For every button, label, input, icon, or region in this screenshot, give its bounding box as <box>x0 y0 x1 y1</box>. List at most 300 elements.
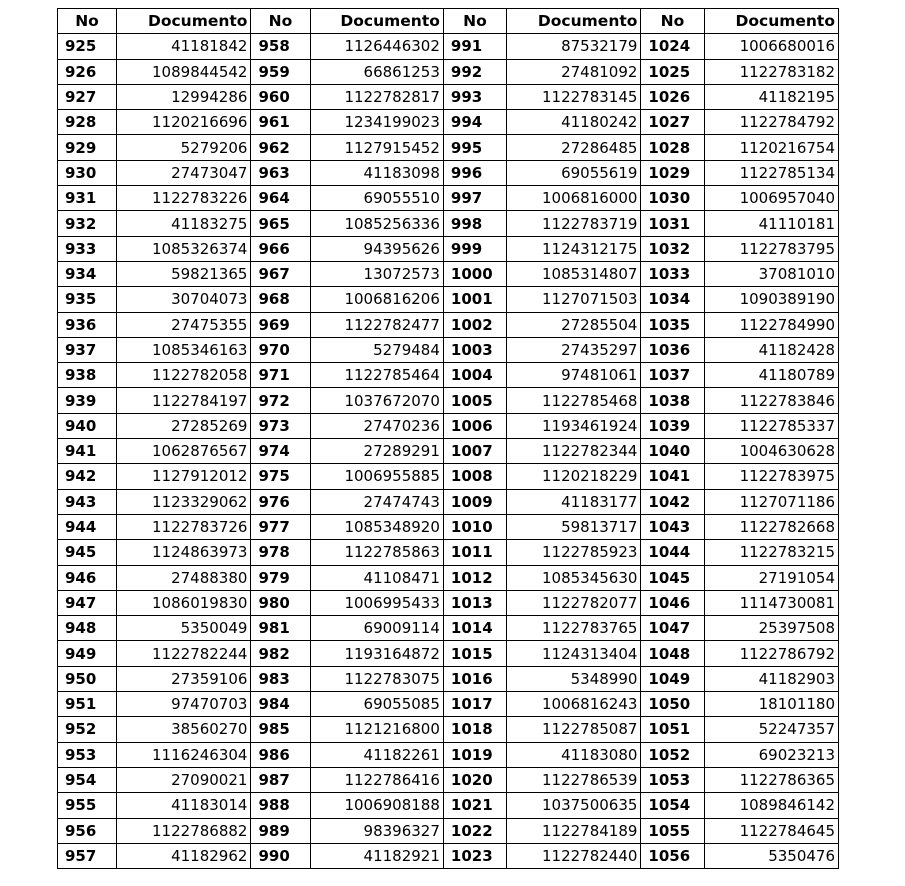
document-number-cell: 1127071503 <box>507 287 641 312</box>
document-number-cell: 98396327 <box>310 818 443 843</box>
row-number-cell: 951 <box>58 692 117 717</box>
document-number-cell: 41182903 <box>704 666 838 691</box>
header-row <box>58 9 839 34</box>
row-number-cell: 996 <box>443 160 506 185</box>
header-no: No <box>251 9 310 34</box>
document-number-cell: 1124312175 <box>507 236 641 261</box>
row-number-cell: 948 <box>58 616 117 641</box>
row-number-cell: 971 <box>251 363 310 388</box>
table-row <box>58 413 839 438</box>
row-number-cell: 982 <box>251 641 310 666</box>
document-number-cell: 41180789 <box>704 363 838 388</box>
document-number-cell: 1122783975 <box>704 464 838 489</box>
header-documento: Documento <box>310 9 443 34</box>
table-row <box>58 818 839 843</box>
document-number-cell: 1006955885 <box>310 464 443 489</box>
document-number-cell: 1122783846 <box>704 388 838 413</box>
row-number-cell: 1039 <box>641 413 704 438</box>
row-number-cell: 938 <box>58 363 117 388</box>
row-number-cell: 966 <box>251 236 310 261</box>
header-no: No <box>641 9 704 34</box>
row-number-cell: 928 <box>58 110 117 135</box>
table-row <box>58 236 839 261</box>
document-number-cell: 1037500635 <box>507 793 641 818</box>
row-number-cell: 988 <box>251 793 310 818</box>
document-number-cell: 1122785468 <box>507 388 641 413</box>
document-number-cell: 41180242 <box>507 110 641 135</box>
document-number-cell: 1006908188 <box>310 793 443 818</box>
row-number-cell: 997 <box>443 186 506 211</box>
document-number-cell: 52247357 <box>704 717 838 742</box>
row-number-cell: 1052 <box>641 742 704 767</box>
document-number-cell: 41183014 <box>117 793 251 818</box>
row-number-cell: 949 <box>58 641 117 666</box>
document-number-cell: 1122786792 <box>704 641 838 666</box>
document-number-cell: 1122785863 <box>310 540 443 565</box>
row-number-cell: 1034 <box>641 287 704 312</box>
row-number-cell: 995 <box>443 135 506 160</box>
row-number-cell: 946 <box>58 565 117 590</box>
row-number-cell: 999 <box>443 236 506 261</box>
document-number-cell: 1122783182 <box>704 59 838 84</box>
row-number-cell: 970 <box>251 337 310 362</box>
row-number-cell: 940 <box>58 413 117 438</box>
document-number-cell: 5350476 <box>704 843 838 868</box>
document-number-cell: 66861253 <box>310 59 443 84</box>
row-number-cell: 1020 <box>443 767 506 792</box>
table-row <box>58 84 839 109</box>
table-body <box>58 34 839 869</box>
document-number-cell: 1126446302 <box>310 34 443 59</box>
row-number-cell: 1041 <box>641 464 704 489</box>
document-number-cell: 41182921 <box>310 843 443 868</box>
document-number-cell: 1122782344 <box>507 439 641 464</box>
row-number-cell: 1043 <box>641 514 704 539</box>
row-number-cell: 1021 <box>443 793 506 818</box>
document-number-cell: 1122782477 <box>310 312 443 337</box>
row-number-cell: 1012 <box>443 565 506 590</box>
row-number-cell: 1018 <box>443 717 506 742</box>
document-number-cell: 27470236 <box>310 413 443 438</box>
row-number-cell: 1048 <box>641 641 704 666</box>
document-number-cell: 1089846142 <box>704 793 838 818</box>
table-row <box>58 59 839 84</box>
document-number-cell: 1062876567 <box>117 439 251 464</box>
table-row <box>58 211 839 236</box>
document-number-cell: 69055085 <box>310 692 443 717</box>
document-number-cell: 27090021 <box>117 767 251 792</box>
row-number-cell: 1022 <box>443 818 506 843</box>
document-number-cell: 27475355 <box>117 312 251 337</box>
document-number-cell: 1122782440 <box>507 843 641 868</box>
document-number-cell: 41183080 <box>507 742 641 767</box>
document-number-cell: 1122786416 <box>310 767 443 792</box>
table-row <box>58 843 839 868</box>
document-number-cell: 18101180 <box>704 692 838 717</box>
row-number-cell: 1029 <box>641 160 704 185</box>
document-number-cell: 1122785464 <box>310 363 443 388</box>
document-number-cell: 27285504 <box>507 312 641 337</box>
row-number-cell: 972 <box>251 388 310 413</box>
document-number-cell: 1004630628 <box>704 439 838 464</box>
table-row <box>58 135 839 160</box>
document-number-cell: 13072573 <box>310 261 443 286</box>
row-number-cell: 1047 <box>641 616 704 641</box>
document-number-cell: 1122785337 <box>704 413 838 438</box>
document-number-cell: 1006816243 <box>507 692 641 717</box>
row-number-cell: 985 <box>251 717 310 742</box>
row-number-cell: 968 <box>251 287 310 312</box>
row-number-cell: 1038 <box>641 388 704 413</box>
document-number-cell: 1122784189 <box>507 818 641 843</box>
row-number-cell: 931 <box>58 186 117 211</box>
document-number-cell: 27286485 <box>507 135 641 160</box>
row-number-cell: 992 <box>443 59 506 84</box>
row-number-cell: 1037 <box>641 363 704 388</box>
document-number-cell: 1085256336 <box>310 211 443 236</box>
document-number-cell: 1086019830 <box>117 590 251 615</box>
row-number-cell: 926 <box>58 59 117 84</box>
table-row <box>58 717 839 742</box>
table-row <box>58 337 839 362</box>
row-number-cell: 1044 <box>641 540 704 565</box>
table-row <box>58 34 839 59</box>
row-number-cell: 1000 <box>443 261 506 286</box>
document-number-cell: 1127915452 <box>310 135 443 160</box>
document-number-cell: 38560270 <box>117 717 251 742</box>
document-number-cell: 41182195 <box>704 84 838 109</box>
row-number-cell: 1035 <box>641 312 704 337</box>
table-row <box>58 767 839 792</box>
row-number-cell: 932 <box>58 211 117 236</box>
table-row <box>58 590 839 615</box>
row-number-cell: 991 <box>443 34 506 59</box>
row-number-cell: 989 <box>251 818 310 843</box>
document-number-cell: 1085346163 <box>117 337 251 362</box>
document-number-cell: 1122782817 <box>310 84 443 109</box>
row-number-cell: 954 <box>58 767 117 792</box>
row-number-cell: 986 <box>251 742 310 767</box>
row-number-cell: 1016 <box>443 666 506 691</box>
row-number-cell: 1028 <box>641 135 704 160</box>
row-number-cell: 961 <box>251 110 310 135</box>
row-number-cell: 935 <box>58 287 117 312</box>
document-number-cell: 1122786539 <box>507 767 641 792</box>
row-number-cell: 994 <box>443 110 506 135</box>
document-number-cell: 1234199023 <box>310 110 443 135</box>
document-number-cell: 1122782668 <box>704 514 838 539</box>
document-number-cell: 1193164872 <box>310 641 443 666</box>
row-number-cell: 969 <box>251 312 310 337</box>
document-number-cell: 1006816000 <box>507 186 641 211</box>
row-number-cell: 937 <box>58 337 117 362</box>
row-number-cell: 993 <box>443 84 506 109</box>
document-number-cell: 1120218229 <box>507 464 641 489</box>
row-number-cell: 1017 <box>443 692 506 717</box>
document-number-cell: 1085345630 <box>507 565 641 590</box>
row-number-cell: 960 <box>251 84 310 109</box>
row-number-cell: 1025 <box>641 59 704 84</box>
document-number-cell: 69023213 <box>704 742 838 767</box>
document-number-cell: 5279206 <box>117 135 251 160</box>
document-number-cell: 1122782244 <box>117 641 251 666</box>
document-number-cell: 37081010 <box>704 261 838 286</box>
row-number-cell: 1040 <box>641 439 704 464</box>
document-number-cell: 41108471 <box>310 565 443 590</box>
table-row <box>58 742 839 767</box>
row-number-cell: 939 <box>58 388 117 413</box>
row-number-cell: 1024 <box>641 34 704 59</box>
document-number-cell: 5279484 <box>310 337 443 362</box>
table-row <box>58 363 839 388</box>
row-number-cell: 957 <box>58 843 117 868</box>
row-number-cell: 1031 <box>641 211 704 236</box>
table-row <box>58 312 839 337</box>
row-number-cell: 925 <box>58 34 117 59</box>
row-number-cell: 959 <box>251 59 310 84</box>
row-number-cell: 1050 <box>641 692 704 717</box>
document-number-cell: 5348990 <box>507 666 641 691</box>
row-number-cell: 1051 <box>641 717 704 742</box>
document-number-cell: 1085326374 <box>117 236 251 261</box>
document-number-cell: 41183098 <box>310 160 443 185</box>
row-number-cell: 962 <box>251 135 310 160</box>
row-number-cell: 1005 <box>443 388 506 413</box>
row-number-cell: 1055 <box>641 818 704 843</box>
table-row <box>58 666 839 691</box>
document-number-cell: 1122784990 <box>704 312 838 337</box>
table-header <box>58 9 839 34</box>
document-number-cell: 97470703 <box>117 692 251 717</box>
row-number-cell: 1026 <box>641 84 704 109</box>
document-number-cell: 41110181 <box>704 211 838 236</box>
table-row <box>58 186 839 211</box>
document-number-cell: 1085348920 <box>310 514 443 539</box>
table-row <box>58 388 839 413</box>
table-row <box>58 287 839 312</box>
header-no: No <box>58 9 117 34</box>
document-number-cell: 1122784792 <box>704 110 838 135</box>
row-number-cell: 1013 <box>443 590 506 615</box>
table-row <box>58 110 839 135</box>
row-number-cell: 945 <box>58 540 117 565</box>
document-number-cell: 5350049 <box>117 616 251 641</box>
document-number-cell: 1122783726 <box>117 514 251 539</box>
document-number-cell: 41181842 <box>117 34 251 59</box>
document-number-cell: 69009114 <box>310 616 443 641</box>
row-number-cell: 1033 <box>641 261 704 286</box>
row-number-cell: 980 <box>251 590 310 615</box>
row-number-cell: 1023 <box>443 843 506 868</box>
row-number-cell: 990 <box>251 843 310 868</box>
document-number-cell: 1127912012 <box>117 464 251 489</box>
row-number-cell: 987 <box>251 767 310 792</box>
row-number-cell: 956 <box>58 818 117 843</box>
row-number-cell: 927 <box>58 84 117 109</box>
row-number-cell: 1004 <box>443 363 506 388</box>
row-number-cell: 998 <box>443 211 506 236</box>
document-number-cell: 27435297 <box>507 337 641 362</box>
row-number-cell: 983 <box>251 666 310 691</box>
row-number-cell: 942 <box>58 464 117 489</box>
document-number-cell: 1123329062 <box>117 489 251 514</box>
document-number-cell: 27481092 <box>507 59 641 84</box>
row-number-cell: 1019 <box>443 742 506 767</box>
document-number-cell: 1006680016 <box>704 34 838 59</box>
document-number-cell: 97481061 <box>507 363 641 388</box>
document-number-cell: 1122786882 <box>117 818 251 843</box>
row-number-cell: 978 <box>251 540 310 565</box>
table-row <box>58 514 839 539</box>
row-number-cell: 1011 <box>443 540 506 565</box>
document-number-cell: 1124313404 <box>507 641 641 666</box>
document-number-cell: 30704073 <box>117 287 251 312</box>
row-number-cell: 963 <box>251 160 310 185</box>
row-number-cell: 929 <box>58 135 117 160</box>
row-number-cell: 950 <box>58 666 117 691</box>
document-number-cell: 1122783226 <box>117 186 251 211</box>
row-number-cell: 1010 <box>443 514 506 539</box>
header-documento: Documento <box>507 9 641 34</box>
row-number-cell: 1003 <box>443 337 506 362</box>
table-row <box>58 793 839 818</box>
document-number-cell: 1122784197 <box>117 388 251 413</box>
document-number-cell: 94395626 <box>310 236 443 261</box>
row-number-cell: 1008 <box>443 464 506 489</box>
row-number-cell: 1014 <box>443 616 506 641</box>
table-row <box>58 540 839 565</box>
document-number-cell: 41183177 <box>507 489 641 514</box>
document-number-cell: 1193461924 <box>507 413 641 438</box>
row-number-cell: 943 <box>58 489 117 514</box>
row-number-cell: 981 <box>251 616 310 641</box>
row-number-cell: 984 <box>251 692 310 717</box>
document-number-cell: 1122783795 <box>704 236 838 261</box>
row-number-cell: 975 <box>251 464 310 489</box>
table-row <box>58 489 839 514</box>
document-number-cell: 27289291 <box>310 439 443 464</box>
row-number-cell: 930 <box>58 160 117 185</box>
row-number-cell: 1056 <box>641 843 704 868</box>
row-number-cell: 1054 <box>641 793 704 818</box>
row-number-cell: 933 <box>58 236 117 261</box>
document-number-cell: 12994286 <box>117 84 251 109</box>
row-number-cell: 967 <box>251 261 310 286</box>
row-number-cell: 1042 <box>641 489 704 514</box>
document-number-cell: 41182428 <box>704 337 838 362</box>
row-number-cell: 1032 <box>641 236 704 261</box>
row-number-cell: 953 <box>58 742 117 767</box>
document-number-cell: 1116246304 <box>117 742 251 767</box>
row-number-cell: 947 <box>58 590 117 615</box>
table-row <box>58 692 839 717</box>
row-number-cell: 944 <box>58 514 117 539</box>
document-number-cell: 27359106 <box>117 666 251 691</box>
document-number-cell: 1114730081 <box>704 590 838 615</box>
document-number-cell: 1006995433 <box>310 590 443 615</box>
document-number-cell: 27285269 <box>117 413 251 438</box>
row-number-cell: 965 <box>251 211 310 236</box>
document-number-cell: 1120216754 <box>704 135 838 160</box>
document-number-cell: 1122786365 <box>704 767 838 792</box>
document-number-cell: 27473047 <box>117 160 251 185</box>
header-no: No <box>443 9 506 34</box>
row-number-cell: 1009 <box>443 489 506 514</box>
row-number-cell: 1007 <box>443 439 506 464</box>
document-number-cell: 27191054 <box>704 565 838 590</box>
row-number-cell: 934 <box>58 261 117 286</box>
row-number-cell: 952 <box>58 717 117 742</box>
document-number-cell: 1122783215 <box>704 540 838 565</box>
document-number-cell: 1122782058 <box>117 363 251 388</box>
document-number-cell: 1006957040 <box>704 186 838 211</box>
row-number-cell: 1027 <box>641 110 704 135</box>
document-number-cell: 59821365 <box>117 261 251 286</box>
table-row <box>58 439 839 464</box>
document-number-cell: 1122783145 <box>507 84 641 109</box>
document-number-cell: 59813717 <box>507 514 641 539</box>
table-row <box>58 641 839 666</box>
row-number-cell: 955 <box>58 793 117 818</box>
document-number-cell: 1122785923 <box>507 540 641 565</box>
row-number-cell: 1030 <box>641 186 704 211</box>
table-row <box>58 160 839 185</box>
row-number-cell: 941 <box>58 439 117 464</box>
document-number-cell: 87532179 <box>507 34 641 59</box>
row-number-cell: 1049 <box>641 666 704 691</box>
document-number-cell: 41182962 <box>117 843 251 868</box>
document-number-cell: 1122784645 <box>704 818 838 843</box>
row-number-cell: 976 <box>251 489 310 514</box>
document-number-cell: 27488380 <box>117 565 251 590</box>
row-number-cell: 1002 <box>443 312 506 337</box>
row-number-cell: 1006 <box>443 413 506 438</box>
document-number-cell: 41182261 <box>310 742 443 767</box>
row-number-cell: 1053 <box>641 767 704 792</box>
table-row <box>58 616 839 641</box>
table-row <box>58 464 839 489</box>
header-documento: Documento <box>117 9 251 34</box>
row-number-cell: 1001 <box>443 287 506 312</box>
row-number-cell: 1046 <box>641 590 704 615</box>
document-number-cell: 1037672070 <box>310 388 443 413</box>
row-number-cell: 974 <box>251 439 310 464</box>
document-number-cell: 69055619 <box>507 160 641 185</box>
row-number-cell: 979 <box>251 565 310 590</box>
document-number-cell: 1122785087 <box>507 717 641 742</box>
table-row <box>58 565 839 590</box>
row-number-cell: 936 <box>58 312 117 337</box>
document-number-cell: 1122783075 <box>310 666 443 691</box>
document-number-cell: 1121216800 <box>310 717 443 742</box>
row-number-cell: 973 <box>251 413 310 438</box>
document-number-cell: 1124863973 <box>117 540 251 565</box>
row-number-cell: 1036 <box>641 337 704 362</box>
table-row <box>58 261 839 286</box>
document-number-cell: 1085314807 <box>507 261 641 286</box>
document-number-cell: 1127071186 <box>704 489 838 514</box>
document-number-cell: 1120216696 <box>117 110 251 135</box>
document-number-cell: 1122782077 <box>507 590 641 615</box>
document-number-cell: 69055510 <box>310 186 443 211</box>
document-number-cell: 41183275 <box>117 211 251 236</box>
row-number-cell: 977 <box>251 514 310 539</box>
document-number-cell: 25397508 <box>704 616 838 641</box>
document-number-cell: 1006816206 <box>310 287 443 312</box>
row-number-cell: 1045 <box>641 565 704 590</box>
row-number-cell: 958 <box>251 34 310 59</box>
document-number-cell: 1122785134 <box>704 160 838 185</box>
